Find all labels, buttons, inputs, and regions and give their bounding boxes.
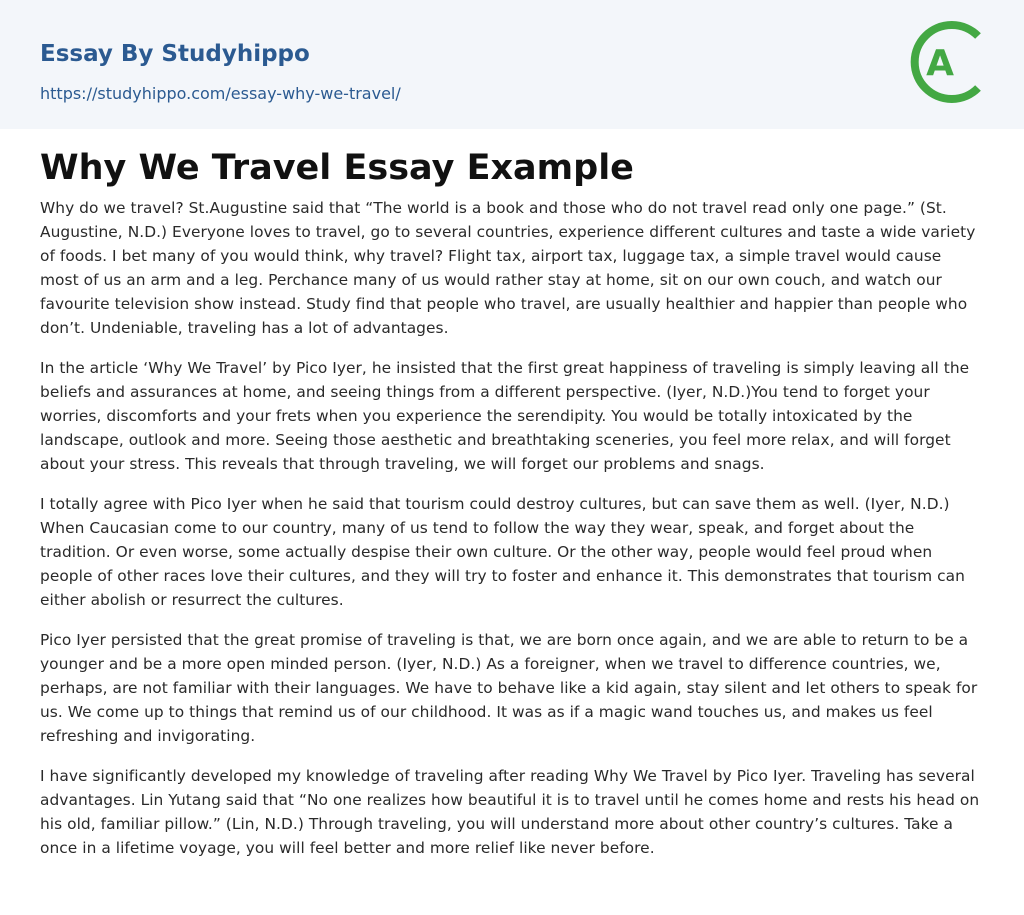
- essay-body: [40, 196, 984, 876]
- essay-paragraph-4: Pico Iyer persisted that the great promise of traveling is that, we are born once again, and we are able to return to be a younger and be a more open minded person. (Iyer, N.D.) As a foreigner, when we travel to difference countries, we, perhaps, are not familiar with their languages. We have to behave like a kid again, stay silent and let others to speak for us. We come up to things that remind us of our childhood. It was as if a magic wand touches us, and makes us feel refreshing and invigorating.: [40, 631, 978, 745]
- source-url-link[interactable]: https://studyhippo.com/essay-why-we-travel/: [40, 84, 401, 103]
- brand-title[interactable]: Essay By Studyhippo: [40, 41, 310, 67]
- essay-paragraph-2: In the article ‘Why We Travel’ by Pico Iyer, he insisted that the first great happiness of traveling is simply leaving all the beliefs and assurances at home, and seeing things from a different perspective. (Iyer, N.D.)You tend to forget your worries, discomforts and your frets when you experience the serendipity. You would be totally intoxicated by the landscape, outlook and more. Seeing those aesthetic and breathtaking sceneries, you feel more relax, and will forget about your stress. This reveals that through traveling, we will forget our problems and snags.: [40, 359, 970, 473]
- logo-letter: A: [926, 43, 954, 84]
- studyhippo-logo-icon[interactable]: [910, 18, 988, 106]
- essay-paragraph-5: I have significantly developed my knowledge of traveling after reading Why We Travel by Pico Iyer. Traveling has several advantages. Lin Yutang said that “No one realizes how beautiful it is to travel until he comes home and rests his head on his old, familiar pillow.” (Lin, N.D.) Through traveling, you will understand more about other country’s cultures. Take a once in a lifetime voyage, you will feel better and more relief like never before.: [40, 767, 980, 857]
- page-title: Why We Travel Essay Example: [40, 148, 634, 188]
- essay-paragraph-3: I totally agree with Pico Iyer when he said that tourism could destroy cultures, but can save them as well. (Iyer, N.D.) When Caucasian come to our country, many of us tend to follow the way they wear, speak, and forget about the tradition. Or even worse, some actually despise their own culture. Or the other way, people would feel proud when people of other races love their cultures, and they will try to foster and enhance it. This demonstrates that tourism can either abolish or resurrect the cultures.: [40, 495, 965, 609]
- essay-paragraph-1: Why do we travel? St.Augustine said that “The world is a book and those who do not travel read only one page.” (St. Augustine, N.D.) Everyone loves to travel, go to several countries, experience different cultures and taste a wide variety of foods. I bet many of you would think, why travel? Flight tax, airport tax, luggage tax, a simple travel would cause most of us an arm and a leg. Perchance many of us would rather stay at home, sit on our own couch, and watch our favourite television show instead. Study find that people who travel, are usually healthier and happier than people who don’t. Undeniable, traveling has a lot of advantages.: [40, 199, 976, 337]
